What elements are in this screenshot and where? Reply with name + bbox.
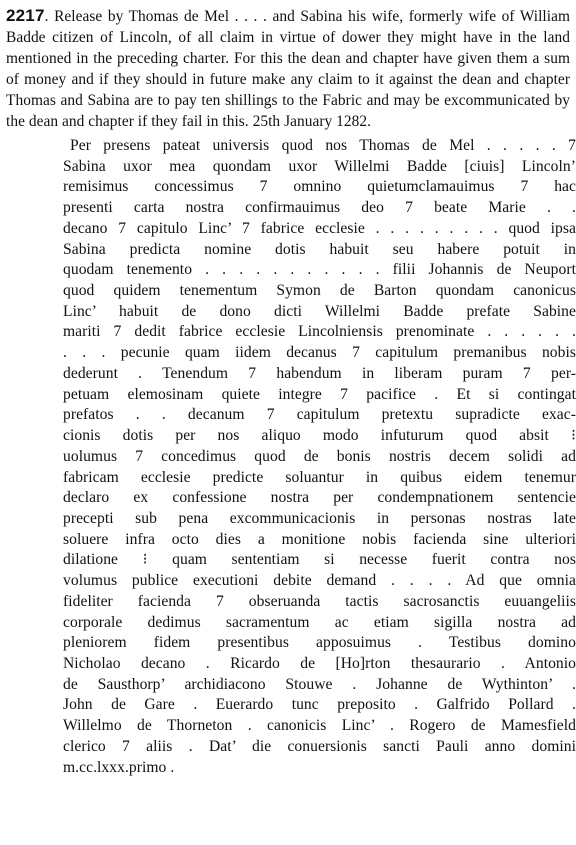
charter-line: . . . pecunie quam iidem decanus 7 capitulum premanibus nobis bbox=[63, 344, 576, 362]
charter-line: dilatione ⁝ quam sententiam si necesse fuerit contra nos bbox=[63, 551, 576, 569]
charter-paragraph bbox=[63, 136, 576, 778]
charter-line: prefatos . . decanum 7 capitulum pretextu supradicte exac- bbox=[63, 406, 576, 424]
charter-line: John de Gare . Euerardo tunc preposito . Galfrido Pollard . bbox=[63, 696, 576, 714]
charter-line: petuam elemosinam quiete integre 7 pacifice . Et si contingat bbox=[63, 385, 576, 403]
charter-line: Per presens pateat universis quod nos Thomas de Mel . . . . . 7 bbox=[70, 137, 576, 154]
charter-line: Sabina uxor mea quondam uxor Willelmi Badde [ciuis] Lincoln’ bbox=[63, 157, 576, 175]
charter-line: remisimus concessimus 7 omnino quietumclamauimus 7 hac bbox=[63, 178, 576, 196]
charter-line: clerico 7 aliis . Dat’ die conuersionis sancti Pauli anno domini bbox=[63, 737, 576, 755]
charter-line: Sabina predicta nomine dotis habuit seu habere potuit in bbox=[63, 240, 576, 258]
charter-line: quod quidem tenementum Symon de Barton quondam canonicus bbox=[63, 282, 576, 300]
charter-line: corporale dedimus sacramentum ac etiam sigilla nostra ad bbox=[63, 613, 576, 631]
charter-line: fabricam ecclesie predicte soluantur in quibus eidem tenemur bbox=[63, 468, 576, 486]
charter-line: precepti sub pena excommunicacionis in personas nostras late bbox=[63, 509, 576, 527]
charter-line: cionis dotis per nos aliquo modo infuturum quod absit ⁝ bbox=[63, 427, 576, 445]
charter-line: dederunt . Tenendum 7 habendum in liberam puram 7 per- bbox=[63, 364, 576, 382]
charter-line: presenti carta nostra confirmauimus deo 7 beate Marie . . bbox=[63, 199, 576, 217]
latin-charter-text bbox=[63, 136, 576, 778]
charter-line: fideliter facienda 7 obseruanda tactis sacrosanctis euuangeliis bbox=[63, 592, 576, 610]
charter-line: de Sausthorp’ archidiacono Stouwe . Johanne de Wythinton’ . bbox=[63, 675, 576, 693]
charter-line: mariti 7 dedit fabrice ecclesie Lincolniensis prenominate . . . . . . bbox=[63, 323, 576, 341]
charter-line: decano 7 capitulo Linc’ 7 fabrice ecclesie . . . . . . . . . quod ipsa bbox=[63, 219, 576, 237]
entry-summary-paragraph bbox=[6, 5, 570, 132]
charter-line: pleniorem fidem presentibus apposuimus . Testibus domino bbox=[63, 634, 576, 652]
charter-line: Willelmo de Thorneton . canonicis Linc’ . Rogero de Mamesfield bbox=[63, 717, 576, 735]
charter-line: Nicholao decano . Ricardo de [Ho]rton thesaurario . Antonio bbox=[63, 654, 576, 672]
charter-line: declaro ex confessione nostra per condempnationem sentencie bbox=[63, 489, 576, 507]
entry-summary-text: . Release by Thomas de Mel . . . . and Sabina his wife, formerly wife of William Badde citizen of Lincoln, of all claim in virtue of dower they might have in the land mentioned in the preceding charter. For this the dean and chapter have given them a sum of money and if they should in future make any claim to it against the dean and chapter Thomas and Sabina are to pay ten shillings to the Fabric and may be excommunicated by the dean and chapter if they fail in this. 25th January 1282. bbox=[6, 8, 570, 130]
charter-line: soluere infra octo dies a monitione nobis facienda sine ulteriori bbox=[63, 530, 576, 548]
charter-line: m.cc.lxxx.primo . bbox=[63, 758, 175, 776]
charter-line: quodam tenemento . . . . . . . . . . . filii Johannis de Neuport bbox=[63, 261, 576, 279]
entry-number: 2217 bbox=[6, 6, 45, 25]
charter-line: Linc’ habuit de dono dicti Willelmi Badde prefate Sabine bbox=[63, 302, 576, 320]
charter-line: uolumus 7 concedimus quod de bonis nostris decem solidi ad bbox=[63, 447, 576, 465]
charter-line: volumus publice executioni debite demand . . . . Ad que omnia bbox=[63, 572, 576, 590]
